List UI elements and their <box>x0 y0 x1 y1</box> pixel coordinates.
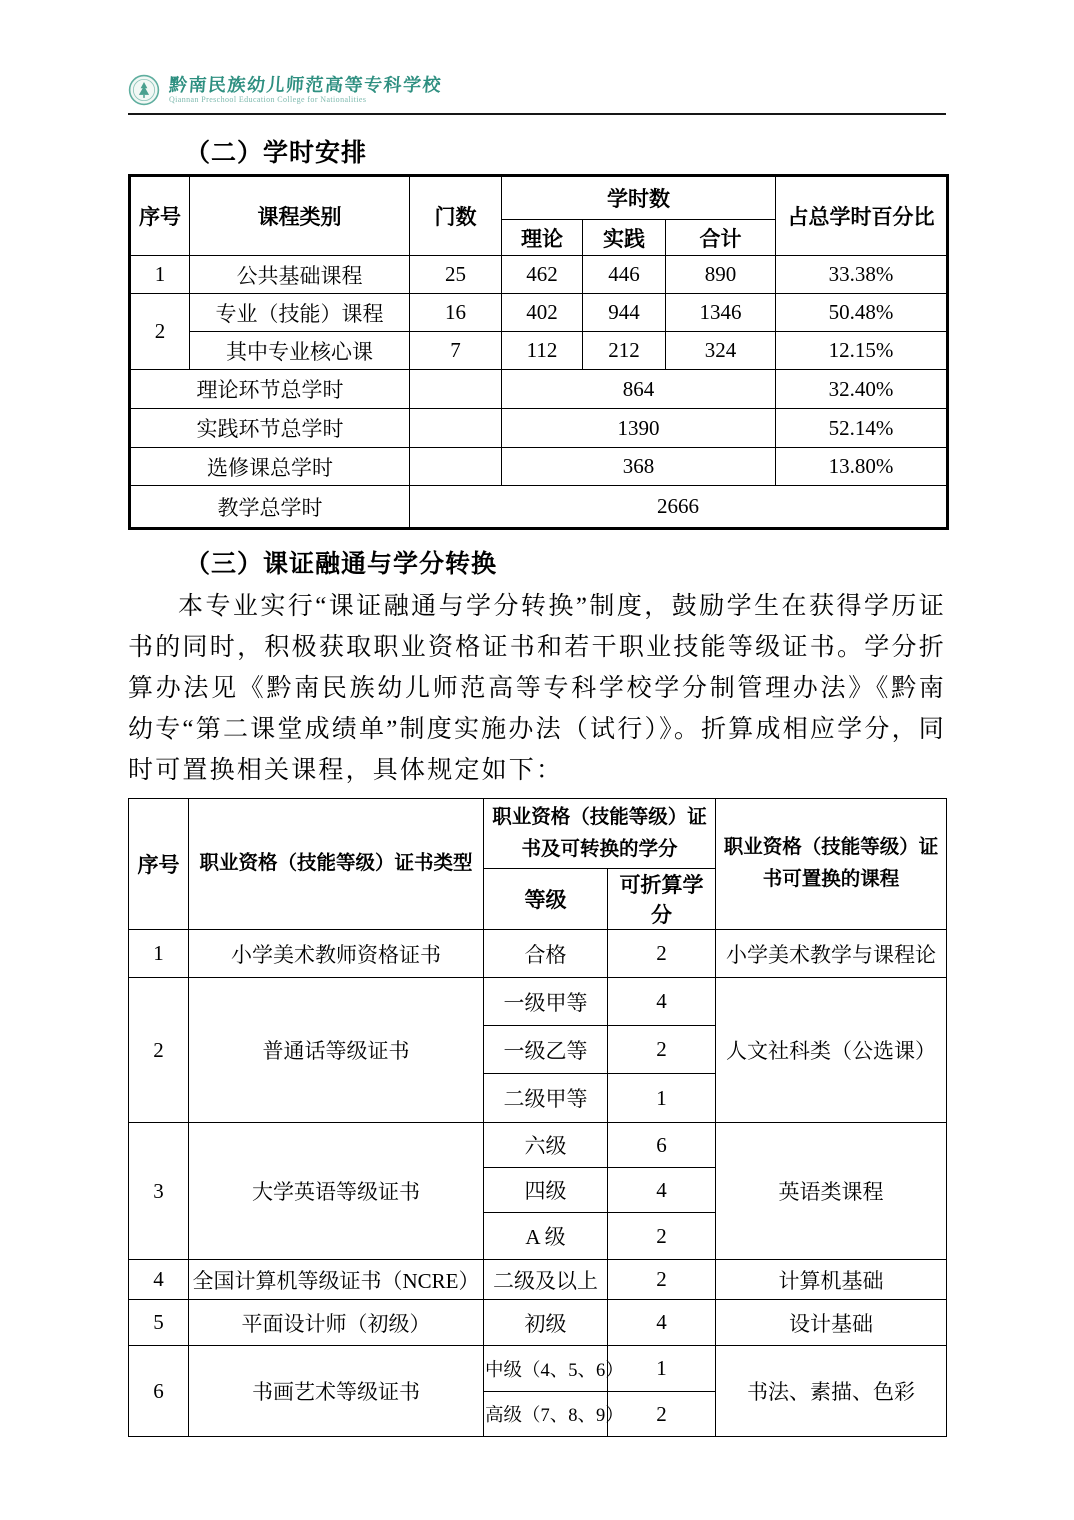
table-row <box>129 930 947 978</box>
col-header-replace-course: 职业资格（技能等级）证书可置换的课程 <box>716 799 947 930</box>
cell-count-empty <box>410 409 502 448</box>
col-header-level: 等级 <box>484 869 608 930</box>
table-row <box>129 1123 947 1168</box>
cell-level: 高级（7、8、9） <box>484 1392 608 1437</box>
col-header-theory: 理论 <box>502 220 583 256</box>
school-emblem-icon <box>128 74 160 106</box>
cell-hours: 368 <box>502 448 776 486</box>
cell-count: 25 <box>410 256 502 294</box>
table-row <box>130 486 948 529</box>
cell-theory: 462 <box>502 256 583 294</box>
cell-cert: 平面设计师（初级） <box>189 1300 484 1346</box>
col-header-no: 序号 <box>130 176 190 256</box>
table-row <box>129 1300 947 1346</box>
school-logo <box>128 0 946 108</box>
cell-credits: 4 <box>608 1300 716 1346</box>
credits-table <box>128 798 947 1437</box>
cell-course: 书法、素描、色彩 <box>716 1346 947 1437</box>
school-name-cn: 黔南民族幼儿师范高等专科学校 <box>168 75 443 95</box>
table-row <box>129 1346 947 1392</box>
cell-credits: 1 <box>608 1074 716 1123</box>
table-row <box>130 294 948 332</box>
cell-credits: 2 <box>608 1260 716 1300</box>
table-row <box>130 256 948 294</box>
col-header-no: 序号 <box>129 799 189 930</box>
cell-category: 专业（技能）课程 <box>190 294 410 332</box>
page-content <box>128 0 946 1437</box>
cell-credits: 2 <box>608 1026 716 1074</box>
credits-table-header-row-1 <box>129 799 947 869</box>
section-hours-title: （二）学时安排 <box>185 140 368 167</box>
cell-level: 六级 <box>484 1123 608 1168</box>
cell-level: 一级乙等 <box>484 1026 608 1074</box>
cell-practice: 944 <box>583 294 666 332</box>
cell-level: 初级 <box>484 1300 608 1346</box>
table-row <box>129 978 947 1026</box>
cell-credits: 1 <box>608 1346 716 1392</box>
cell-level: 一级甲等 <box>484 978 608 1026</box>
cell-cert: 大学英语等级证书 <box>189 1123 484 1260</box>
section-credits-title: （三）课证融通与学分转换 <box>185 551 498 578</box>
cell-course: 英语类课程 <box>716 1123 947 1260</box>
cell-category: 选修课总学时 <box>130 448 410 486</box>
col-header-total: 合计 <box>666 220 776 256</box>
cell-total: 890 <box>666 256 776 294</box>
cell-level: 二级及以上 <box>484 1260 608 1300</box>
cell-no: 6 <box>129 1346 189 1437</box>
cell-count: 16 <box>410 294 502 332</box>
table-row <box>130 448 948 486</box>
cell-theory: 112 <box>502 332 583 370</box>
cell-no: 2 <box>129 978 189 1123</box>
cell-level: 四级 <box>484 1168 608 1213</box>
col-header-cert-type: 职业资格（技能等级）证书类型 <box>189 799 484 930</box>
table-row <box>129 1260 947 1300</box>
cell-no: 1 <box>129 930 189 978</box>
cell-count: 7 <box>410 332 502 370</box>
cell-hours: 864 <box>502 370 776 409</box>
credits-paragraph: 本专业实行“课证融通与学分转换”制度，鼓励学生在获得学历证书的同时，积极获取职业资格证书和若干职业技能等级证书。学分折算办法见《黔南民族幼儿师范高等专科学校学分制管理办法》《黔南幼专“第二课堂成绩单”制度实施办法（试行）》。折算成相应学分，同时可置换相关课程，具体规定如下： <box>128 593 946 784</box>
cell-theory: 402 <box>502 294 583 332</box>
cell-count-empty <box>410 370 502 409</box>
cell-no: 5 <box>129 1300 189 1346</box>
cell-percent: 13.80% <box>776 448 948 486</box>
cell-category: 教学总学时 <box>130 486 410 529</box>
cell-level: 二级甲等 <box>484 1074 608 1123</box>
cell-course: 小学美术教学与课程论 <box>716 930 947 978</box>
cell-total: 324 <box>666 332 776 370</box>
col-header-credits: 可折算学分 <box>608 869 716 930</box>
cell-percent: 32.40% <box>776 370 948 409</box>
hours-table-header-row-1 <box>130 176 948 220</box>
cell-percent: 33.38% <box>776 256 948 294</box>
cell-percent: 52.14% <box>776 409 948 448</box>
hours-table <box>128 174 949 530</box>
cell-level: 合格 <box>484 930 608 978</box>
cell-category: 其中专业核心课 <box>190 332 410 370</box>
cell-category: 理论环节总学时 <box>130 370 410 409</box>
cell-level: 中级（4、5、6） <box>484 1346 608 1392</box>
col-header-count: 门数 <box>410 176 502 256</box>
cell-count-empty <box>410 448 502 486</box>
cell-practice: 212 <box>583 332 666 370</box>
cell-credits: 4 <box>608 978 716 1026</box>
cell-course: 设计基础 <box>716 1300 947 1346</box>
cell-course: 人文社科类（公选课） <box>716 978 947 1123</box>
cell-hours: 2666 <box>410 486 948 529</box>
cell-no: 2 <box>130 294 190 370</box>
cell-cert: 普通话等级证书 <box>189 978 484 1123</box>
cell-percent: 12.15% <box>776 332 948 370</box>
cell-credits: 6 <box>608 1123 716 1168</box>
col-header-hours-group: 学时数 <box>502 176 776 220</box>
table-row <box>130 332 948 370</box>
cell-practice: 446 <box>583 256 666 294</box>
table-row <box>130 370 948 409</box>
cell-cert: 全国计算机等级证书（NCRE） <box>189 1260 484 1300</box>
cell-category: 实践环节总学时 <box>130 409 410 448</box>
cell-cert: 小学美术教师资格证书 <box>189 930 484 978</box>
cell-percent: 50.48% <box>776 294 948 332</box>
cell-cert: 书画艺术等级证书 <box>189 1346 484 1437</box>
cell-level: A 级 <box>484 1213 608 1260</box>
cell-no: 1 <box>130 256 190 294</box>
cell-category: 公共基础课程 <box>190 256 410 294</box>
col-header-practice: 实践 <box>583 220 666 256</box>
header-divider <box>128 113 946 115</box>
school-name-en: Qiannan Preschool Education College for Nationalities <box>169 95 367 104</box>
cell-credits: 2 <box>608 1392 716 1437</box>
school-name-block <box>169 75 442 105</box>
cell-credits: 2 <box>608 1213 716 1260</box>
cell-no: 4 <box>129 1260 189 1300</box>
cell-no: 3 <box>129 1123 189 1260</box>
col-header-percent: 占总学时百分比 <box>776 176 948 256</box>
col-header-convert-group: 职业资格（技能等级）证书及可转换的学分 <box>484 799 716 869</box>
cell-credits: 2 <box>608 930 716 978</box>
cell-credits: 4 <box>608 1168 716 1213</box>
cell-course: 计算机基础 <box>716 1260 947 1300</box>
cell-hours: 1390 <box>502 409 776 448</box>
cell-total: 1346 <box>666 294 776 332</box>
col-header-category: 课程类别 <box>190 176 410 256</box>
table-row <box>130 409 948 448</box>
